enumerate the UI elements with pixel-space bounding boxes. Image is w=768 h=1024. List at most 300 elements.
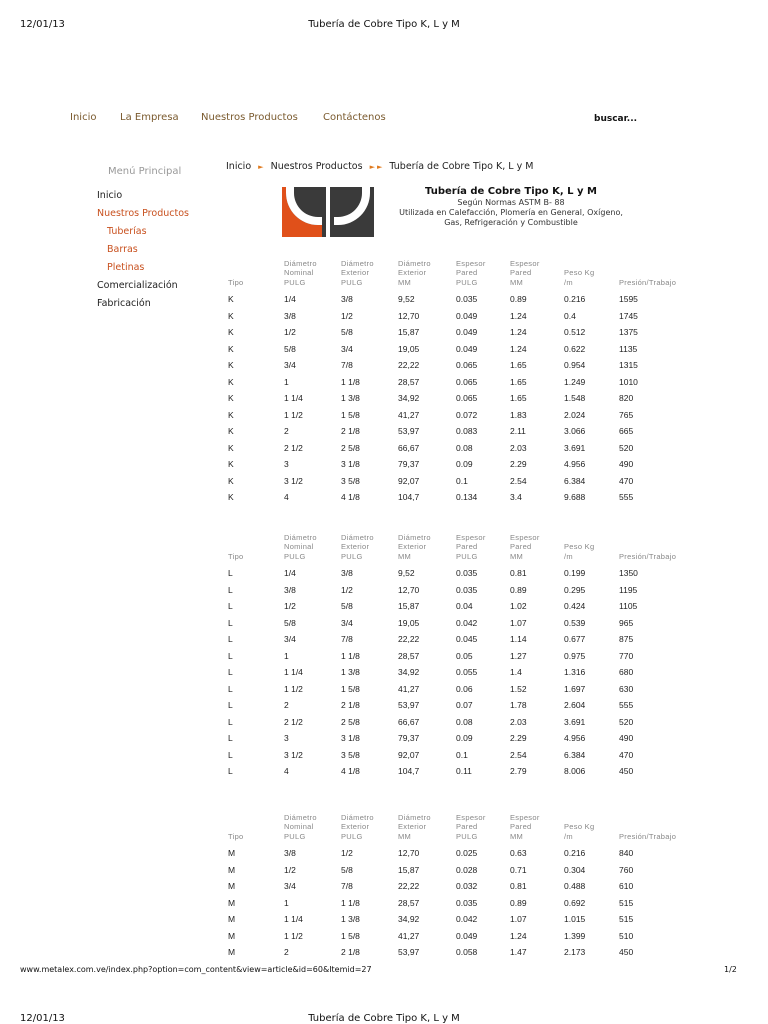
table-cell: 0.677 xyxy=(564,634,586,645)
column-header xyxy=(510,253,564,287)
table-cell: 3/8 xyxy=(284,584,296,595)
column-header xyxy=(619,253,687,287)
table-cell: 2 1/8 xyxy=(341,426,360,437)
table-cell: 2 5/8 xyxy=(341,442,360,453)
table-cell: 1 5/8 xyxy=(341,409,360,420)
table-cell: 0.08 xyxy=(456,716,473,727)
table-cell: 1 xyxy=(284,376,289,387)
column-header xyxy=(228,807,284,841)
table-row xyxy=(228,308,687,325)
column-header xyxy=(228,253,284,287)
table-cell: 0.042 xyxy=(456,617,478,628)
table-l-wrap xyxy=(228,527,687,780)
table-cell: 0.07 xyxy=(456,700,473,711)
table-cell: 79,37 xyxy=(398,733,420,744)
column-header xyxy=(456,527,510,561)
table-cell: K xyxy=(228,442,234,453)
table-row xyxy=(228,390,687,407)
table-cell: 15,87 xyxy=(398,601,420,612)
table-cell: 3 1/2 xyxy=(284,749,303,760)
table-cell: 520 xyxy=(619,442,634,453)
table-cell: 34,92 xyxy=(398,667,420,678)
table-cell: 490 xyxy=(619,459,634,470)
table-cell: 0.539 xyxy=(564,617,586,628)
column-header xyxy=(398,527,456,561)
table-cell: L xyxy=(228,650,233,661)
table-row xyxy=(228,664,687,681)
column-header xyxy=(398,807,456,841)
table-row xyxy=(228,357,687,374)
table-cell: 34,92 xyxy=(398,914,420,925)
column-header-line: Peso Kg xyxy=(564,542,595,551)
table-cell: L xyxy=(228,766,233,777)
table-cell: 0.028 xyxy=(456,864,478,875)
table-cell: 2 1/2 xyxy=(284,716,303,727)
breadcrumb xyxy=(226,161,533,172)
nav-nuestros-productos[interactable]: Nuestros Productos xyxy=(201,112,298,123)
table-cell: 2 5/8 xyxy=(341,716,360,727)
table-cell: 1 1/8 xyxy=(341,897,360,908)
column-header-line: Espesor xyxy=(456,258,486,268)
column-header-line: Presión/Trabajo xyxy=(619,277,677,287)
table-cell: 1 xyxy=(284,897,289,908)
table-cell: 3.4 xyxy=(510,492,522,503)
table-cell: 0.09 xyxy=(456,733,473,744)
table-cell: 1 3/8 xyxy=(341,667,360,678)
table-cell: 0.89 xyxy=(510,294,527,305)
column-header-line: Pared xyxy=(456,268,478,277)
table-cell: 3 1/8 xyxy=(341,733,360,744)
table-cell: 1/2 xyxy=(284,864,296,875)
table-cell: 0.08 xyxy=(456,442,473,453)
column-header-line: MM xyxy=(398,831,412,841)
table-cell: 0.692 xyxy=(564,897,586,908)
table-cell: 1.548 xyxy=(564,393,586,404)
table-cell: 9.688 xyxy=(564,492,586,503)
table-cell: 0.216 xyxy=(564,294,586,305)
table-cell: 15,87 xyxy=(398,864,420,875)
table-cell: 92,07 xyxy=(398,475,420,486)
column-header-line: Peso Kg xyxy=(564,822,595,831)
breadcrumb-nuestros-productos[interactable]: Nuestros Productos xyxy=(270,161,363,172)
table-cell: K xyxy=(228,459,234,470)
table-cell: 1 xyxy=(284,650,289,661)
menu-item-inicio[interactable]: Inicio xyxy=(97,190,123,201)
table-cell: 4 1/8 xyxy=(341,492,360,503)
breadcrumb-arrow-icon: ► xyxy=(376,163,383,171)
table-cell: 104,7 xyxy=(398,766,420,777)
column-header xyxy=(564,253,619,287)
table-cell: 2.11 xyxy=(510,426,526,437)
table-cell: 1 3/8 xyxy=(341,914,360,925)
column-header-line: PULG xyxy=(341,551,363,561)
table-cell: 1010 xyxy=(619,376,638,387)
table-cell: 1/4 xyxy=(284,294,296,305)
table-cell: 0.488 xyxy=(564,881,586,892)
table-row xyxy=(228,473,687,490)
column-header xyxy=(284,253,341,287)
table-cell: 1595 xyxy=(619,294,638,305)
table-row xyxy=(228,895,687,912)
table-cell: 0.083 xyxy=(456,426,478,437)
search-input[interactable]: buscar... xyxy=(594,114,638,124)
table-cell: 1 1/4 xyxy=(284,667,303,678)
table-cell: 1.65 xyxy=(510,393,527,404)
table-cell: 555 xyxy=(619,700,634,711)
table-cell: 9,52 xyxy=(398,294,415,305)
column-header-line: Diámetro xyxy=(341,532,374,542)
table-cell: 840 xyxy=(619,848,634,859)
column-header xyxy=(510,527,564,561)
table-tipo-k xyxy=(228,253,687,506)
table-cell: 0.035 xyxy=(456,584,478,595)
column-header-line: Diámetro xyxy=(284,258,317,268)
table-cell: 1.4 xyxy=(510,667,522,678)
table-cell: 22,22 xyxy=(398,360,420,371)
table-cell: 2.54 xyxy=(510,475,527,486)
table-cell: 630 xyxy=(619,683,634,694)
table-cell: 15,87 xyxy=(398,327,420,338)
table-cell: 2.173 xyxy=(564,947,586,958)
print-title: Tubería de Cobre Tipo K, L y M xyxy=(308,19,460,30)
table-row xyxy=(228,648,687,665)
column-header-line: Exterior xyxy=(398,268,427,277)
table-cell: 2.54 xyxy=(510,749,527,760)
table-cell: 0.065 xyxy=(456,376,478,387)
table-cell: 28,57 xyxy=(398,376,420,387)
table-row xyxy=(228,928,687,945)
print-date: 12/01/13 xyxy=(20,19,65,30)
table-cell: 510 xyxy=(619,930,634,941)
table-cell: 12,70 xyxy=(398,584,420,595)
table-cell: 3.691 xyxy=(564,442,586,453)
table-cell: 0.049 xyxy=(456,343,478,354)
menu-item-fabricacion[interactable]: Fabricación xyxy=(97,298,151,309)
table-cell: 1 1/2 xyxy=(284,930,303,941)
table-row xyxy=(228,341,687,358)
table-row xyxy=(228,714,687,731)
table-cell: 5/8 xyxy=(341,327,353,338)
table-cell: 0.049 xyxy=(456,327,478,338)
column-header-line: /m xyxy=(564,831,573,841)
table-cell: 66,67 xyxy=(398,442,420,453)
column-header xyxy=(510,807,564,841)
menu-item-comercializacion[interactable]: Comercialización xyxy=(97,280,178,291)
column-header xyxy=(564,527,619,561)
table-cell: 1.47 xyxy=(510,947,527,958)
table-cell: M xyxy=(228,930,236,941)
table-cell: 22,22 xyxy=(398,634,420,645)
table-cell: 4 xyxy=(284,492,289,503)
table-cell: 34,92 xyxy=(398,393,420,404)
table-cell: 1 1/2 xyxy=(284,409,303,420)
table-cell: 0.05 xyxy=(456,650,473,661)
menu-item-tuberias[interactable]: Tuberías xyxy=(107,226,147,237)
table-cell: L xyxy=(228,716,233,727)
table-row xyxy=(228,862,687,879)
table-cell: 5/8 xyxy=(341,864,353,875)
table-cell: 515 xyxy=(619,914,634,925)
table-row xyxy=(228,697,687,714)
table-cell: 41,27 xyxy=(398,409,420,420)
table-cell: K xyxy=(228,343,234,354)
table-cell: 1375 xyxy=(619,327,638,338)
table-cell: 760 xyxy=(619,864,634,875)
column-header-line: Nominal xyxy=(284,822,314,831)
column-header xyxy=(341,253,398,287)
table-cell: 53,97 xyxy=(398,947,420,958)
table-cell: 0.025 xyxy=(456,848,478,859)
table-cell: 0.035 xyxy=(456,294,478,305)
column-header-line: PULG xyxy=(456,551,478,561)
article-header xyxy=(392,186,630,228)
column-header-line: Diámetro xyxy=(398,812,431,822)
table-cell: 820 xyxy=(619,393,634,404)
table-cell: L xyxy=(228,634,233,645)
table-cell: 2 1/2 xyxy=(284,442,303,453)
table-cell: 2 xyxy=(284,700,289,711)
table-cell: 1.65 xyxy=(510,376,527,387)
table-cell: 2.79 xyxy=(510,766,527,777)
table-cell: L xyxy=(228,601,233,612)
column-header-line: MM xyxy=(510,277,524,287)
column-header-line: /m xyxy=(564,277,573,287)
table-cell: 1 1/4 xyxy=(284,393,303,404)
table-cell: 1 5/8 xyxy=(341,930,360,941)
table-row xyxy=(228,407,687,424)
table-cell: 7/8 xyxy=(341,360,353,371)
table-cell: 3/8 xyxy=(341,568,353,579)
table-cell: 1.249 xyxy=(564,376,586,387)
table-header-row xyxy=(228,527,687,561)
table-cell: 3/4 xyxy=(341,617,353,628)
table-cell: 0.622 xyxy=(564,343,586,354)
table-header-row xyxy=(228,807,687,841)
column-header-line: Nominal xyxy=(284,542,314,551)
column-header-line: PULG xyxy=(341,831,363,841)
menu-item-barras[interactable]: Barras xyxy=(107,244,138,255)
table-cell: L xyxy=(228,568,233,579)
table-cell: 3 1/2 xyxy=(284,475,303,486)
table-cell: 0.055 xyxy=(456,667,478,678)
table-row xyxy=(228,615,687,632)
table-cell: 2.03 xyxy=(510,442,527,453)
breadcrumb-inicio[interactable]: Inicio xyxy=(226,161,252,172)
column-header-line: PULG xyxy=(284,277,306,287)
table-cell: 2.29 xyxy=(510,459,527,470)
table-row xyxy=(228,911,687,928)
table-cell: L xyxy=(228,733,233,744)
table-cell: 0.81 xyxy=(510,568,527,579)
table-cell: 1 5/8 xyxy=(341,683,360,694)
table-cell: 5/8 xyxy=(341,601,353,612)
column-header xyxy=(341,527,398,561)
table-row xyxy=(228,747,687,764)
table-cell: 0.216 xyxy=(564,848,586,859)
column-header xyxy=(619,807,687,841)
table-cell: L xyxy=(228,683,233,694)
table-cell: 4 xyxy=(284,766,289,777)
table-cell: 5/8 xyxy=(284,343,296,354)
table-row xyxy=(228,423,687,440)
table-cell: L xyxy=(228,749,233,760)
table-cell: 770 xyxy=(619,650,634,661)
print-date-2: 12/01/13 xyxy=(20,1013,65,1024)
column-header-line: Tipo xyxy=(228,277,244,287)
table-cell: 1.83 xyxy=(510,409,527,420)
table-cell: 1.24 xyxy=(510,343,527,354)
table-cell: K xyxy=(228,294,234,305)
column-header xyxy=(284,807,341,841)
table-cell: 0.975 xyxy=(564,650,586,661)
table-row xyxy=(228,374,687,391)
table-cell: 0.63 xyxy=(510,848,527,859)
table-cell: 3.691 xyxy=(564,716,586,727)
table-cell: 3/4 xyxy=(341,343,353,354)
table-cell: 3/8 xyxy=(284,310,296,321)
table-cell: 6.384 xyxy=(564,749,586,760)
table-cell: 0.81 xyxy=(510,881,527,892)
table-cell: 3 1/8 xyxy=(341,459,360,470)
table-cell: 0.295 xyxy=(564,584,586,595)
table-cell: 104,7 xyxy=(398,492,420,503)
table-cell: 7/8 xyxy=(341,634,353,645)
table-row xyxy=(228,565,687,582)
table-cell: 2 1/8 xyxy=(341,947,360,958)
table-row xyxy=(228,878,687,895)
table-cell: M xyxy=(228,848,236,859)
column-header-line: Exterior xyxy=(341,268,370,277)
table-cell: 3/8 xyxy=(284,848,296,859)
menu-item-pletinas[interactable]: Pletinas xyxy=(107,262,145,273)
column-header-line: Diámetro xyxy=(284,812,317,822)
column-header xyxy=(564,807,619,841)
table-row xyxy=(228,324,687,341)
column-header-line: Espesor xyxy=(510,532,540,542)
table-row xyxy=(228,681,687,698)
breadcrumb-arrow-icon: ► xyxy=(369,163,375,171)
column-header-line: /m xyxy=(564,551,573,561)
table-cell: 0.049 xyxy=(456,310,478,321)
table-cell: 450 xyxy=(619,766,634,777)
table-cell: 1/4 xyxy=(284,568,296,579)
column-header-line: Espesor xyxy=(456,812,486,822)
menu-item-nuestros-productos[interactable]: Nuestros Productos xyxy=(97,208,189,219)
table-cell: 1.27 xyxy=(510,650,527,661)
column-header-line: Espesor xyxy=(510,258,540,268)
column-header-line: Nominal xyxy=(284,268,314,277)
main-menu xyxy=(97,187,217,313)
table-cell: 0.035 xyxy=(456,897,478,908)
table-cell: 470 xyxy=(619,749,634,760)
column-header-line: Pared xyxy=(456,542,478,551)
table-cell: 555 xyxy=(619,492,634,503)
table-cell: 2 1/8 xyxy=(341,700,360,711)
table-cell: 0.954 xyxy=(564,360,586,371)
table-cell: 0.512 xyxy=(564,327,586,338)
table-cell: 3 xyxy=(284,733,289,744)
table-cell: K xyxy=(228,409,234,420)
table-cell: 0.09 xyxy=(456,459,473,470)
table-cell: 0.06 xyxy=(456,683,473,694)
table-cell: 665 xyxy=(619,426,634,437)
column-header-line: Tipo xyxy=(228,831,244,841)
table-m-wrap xyxy=(228,807,687,961)
article-usage-2: Gas, Refrigeración y Combustible xyxy=(444,218,578,227)
table-row xyxy=(228,845,687,862)
table-cell: L xyxy=(228,667,233,678)
table-cell: 1/2 xyxy=(284,601,296,612)
column-header-line: Diámetro xyxy=(398,532,431,542)
print-url: www.metalex.com.ve/index.php?option=com_content&view=article&id=60&Itemid=27 xyxy=(20,965,372,974)
table-cell: 0.1 xyxy=(456,475,468,486)
table-cell: 3/4 xyxy=(284,881,296,892)
table-cell: 41,27 xyxy=(398,930,420,941)
column-header-line: Pared xyxy=(510,542,532,551)
table-cell: 1.399 xyxy=(564,930,586,941)
column-header-line: Diámetro xyxy=(341,812,374,822)
column-header-line: PULG xyxy=(341,277,363,287)
table-cell: 0.89 xyxy=(510,584,527,595)
table-cell: 470 xyxy=(619,475,634,486)
table-cell: 765 xyxy=(619,409,634,420)
table-cell: 53,97 xyxy=(398,426,420,437)
column-header-line: Espesor xyxy=(456,532,486,542)
table-cell: M xyxy=(228,897,236,908)
table-cell: M xyxy=(228,881,236,892)
table-cell: 53,97 xyxy=(398,700,420,711)
table-cell: 4.956 xyxy=(564,459,586,470)
column-header-line: Pared xyxy=(510,822,532,831)
table-cell: 1.14 xyxy=(510,634,527,645)
table-cell: L xyxy=(228,700,233,711)
table-cell: 680 xyxy=(619,667,634,678)
table-cell: 1.78 xyxy=(510,700,527,711)
table-cell: 1.24 xyxy=(510,310,527,321)
table-cell: 1.015 xyxy=(564,914,586,925)
table-cell: 1.07 xyxy=(510,914,527,925)
table-cell: 3/4 xyxy=(284,634,296,645)
nav-inicio[interactable]: Inicio xyxy=(70,112,97,123)
table-cell: 28,57 xyxy=(398,897,420,908)
table-cell: K xyxy=(228,360,234,371)
table-header-row xyxy=(228,253,687,287)
table-cell: 490 xyxy=(619,733,634,744)
table-cell: 2.03 xyxy=(510,716,527,727)
table-cell: 3.066 xyxy=(564,426,586,437)
table-cell: K xyxy=(228,475,234,486)
article-title: Tubería de Cobre Tipo K, L y M xyxy=(425,186,597,197)
table-cell: L xyxy=(228,584,233,595)
column-header xyxy=(284,527,341,561)
table-cell: 1 1/2 xyxy=(284,683,303,694)
table-cell: 12,70 xyxy=(398,310,420,321)
table-cell: K xyxy=(228,327,234,338)
column-header xyxy=(341,807,398,841)
table-cell: L xyxy=(228,617,233,628)
column-header-line: Peso Kg xyxy=(564,268,595,277)
column-header-line: MM xyxy=(510,551,524,561)
table-cell: 1.24 xyxy=(510,930,527,941)
table-cell: 1.07 xyxy=(510,617,527,628)
table-cell: 9,52 xyxy=(398,568,415,579)
column-header xyxy=(456,807,510,841)
nav-la-empresa[interactable]: La Empresa xyxy=(120,112,179,123)
table-cell: 2 xyxy=(284,947,289,958)
table-cell: 19,05 xyxy=(398,617,420,628)
nav-contactenos[interactable]: Contáctenos xyxy=(323,112,386,123)
column-header-line: PULG xyxy=(456,831,478,841)
